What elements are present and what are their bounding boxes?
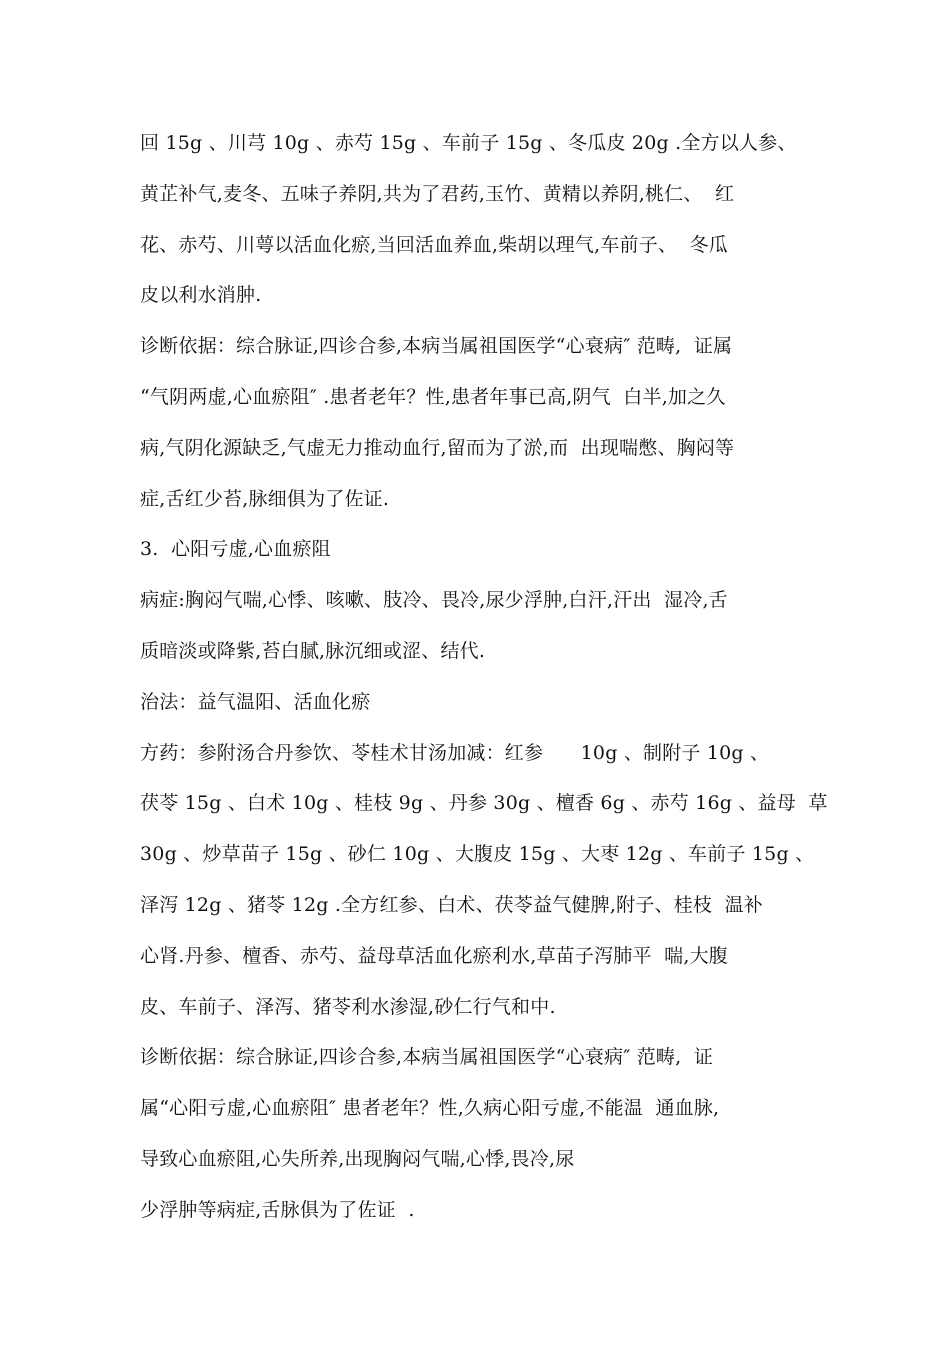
text-line: 心肾.丹参、檀香、赤芍、益母草活血化瘀利水,草苗子泻肺平 喘,大腹	[140, 944, 728, 967]
text-line: 导致心血瘀阻,心失所养,出现胸闷气喘,心悸,畏冷,尿	[140, 1147, 575, 1170]
text-line: 茯苓 15g 、白术 10g 、桂枝 9g 、丹参 30g 、檀香 6g 、赤芍 16g 、益母 草	[140, 792, 828, 815]
text-line: 回 15g 、川芎 10g 、赤芍 15g 、车前子 15g 、冬瓜皮 20g .全方以人参、	[140, 132, 797, 154]
text-line: 30g 、炒草苗子 15g 、砂仁 10g 、大腹皮 15g 、大枣 12g 、车前子 15g 、	[140, 843, 815, 866]
text-line: 花、赤芍、川萼以活血化瘀,当回活血养血,柴胡以理气,车前子、 冬瓜	[140, 233, 728, 256]
text-line: 皮以利水消肿.	[140, 284, 262, 307]
text-line: 诊断依据：综合脉证,四诊合参,本病当属祖国医学“心衰病″ 范畴, 证属	[140, 335, 733, 358]
text-line: 泽泻 12g 、猪苓 12g .全方红参、白术、茯苓益气健脾,附子、桂枝 温补	[140, 893, 763, 916]
text-line: 病,气阴化源缺乏,气虚无力推动血行,留而为了淤,而 出现喘憋、胸闷等	[140, 436, 735, 459]
text-line: 少浮肿等病症,舌脉俱为了佐证 .	[140, 1198, 415, 1221]
text-line: 治法：益气温阳、活血化瘀	[140, 690, 371, 713]
text-line: 方药：参附汤合丹参饮、苓桂术甘汤加减：红参 10g 、制附子 10g 、	[140, 741, 770, 764]
text-line: 黄芷补气,麦冬、五味子养阴,共为了君药,玉竹、黄精以养阴,桃仁、 红	[140, 182, 735, 205]
section-heading: 3. 心阳亏虚,心血瘀阻	[140, 538, 331, 561]
text-line: 皮、车前子、泽泻、猪苓利水渗湿,砂仁行气和中.	[140, 995, 556, 1018]
text-line: “气阴两虚,心血瘀阻″ .患者老年？性,患者年事已高,阴气 白半,加之久	[140, 385, 726, 408]
document-body	[140, 118, 828, 1236]
text-line: 属“心阳亏虚,心血瘀阻″ 患者老年？性,久病心阳亏虚,不能温 通血脉,	[140, 1097, 720, 1120]
text-line: 病症:胸闷气喘,心悸、咳嗽、肢冷、畏冷,尿少浮肿,白汗,汗出 湿冷,舌	[140, 589, 728, 612]
text-line: 症,舌红少苔,脉细俱为了佐证.	[140, 487, 390, 510]
text-line: 诊断依据：综合脉证,四诊合参,本病当属祖国医学“心衰病″ 范畴, 证	[140, 1046, 714, 1069]
text-line: 质暗淡或降紫,苔白腻,脉沉细或涩、结代.	[140, 639, 486, 662]
